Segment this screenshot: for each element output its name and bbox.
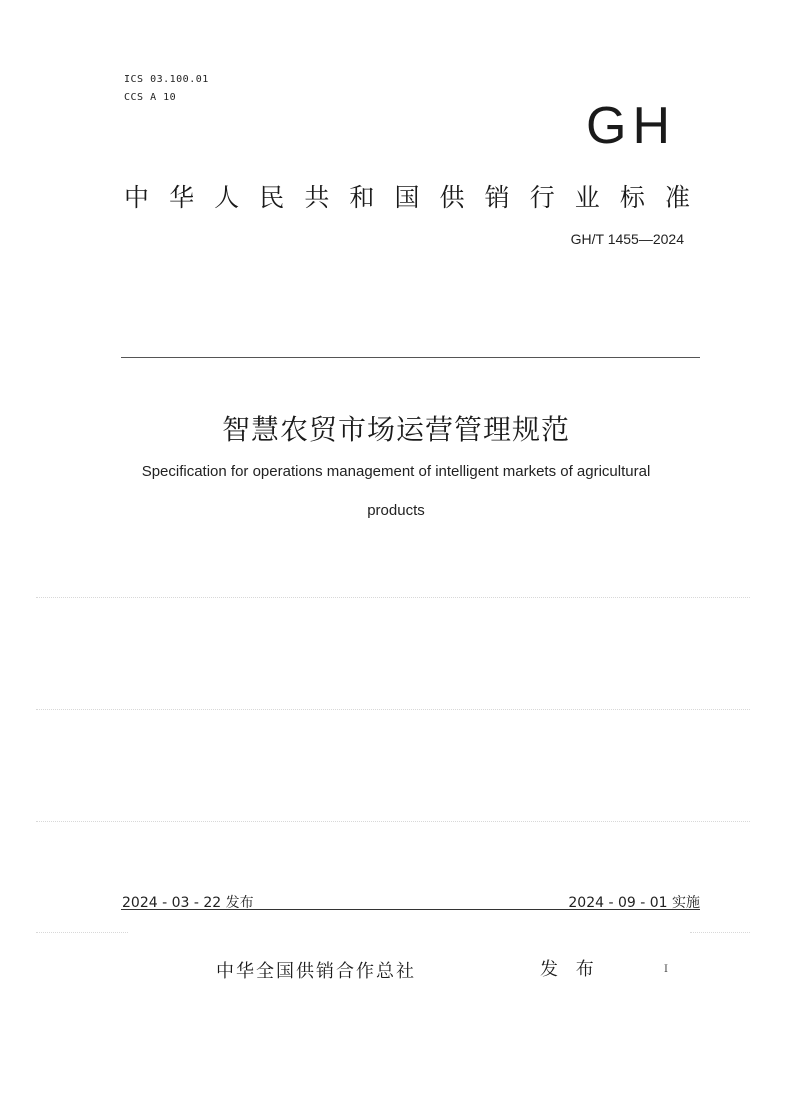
title-english-line2: products <box>367 502 425 519</box>
implementation-date: 2024 - 09 - 01 实施 <box>568 895 700 911</box>
date-divider <box>121 909 700 910</box>
dotted-guide <box>690 932 750 933</box>
org-char: 共 <box>304 183 330 212</box>
ics-code: ICS 03.100.01 <box>124 74 209 85</box>
dotted-guide <box>36 821 750 822</box>
dotted-guide <box>36 709 750 710</box>
org-char: 标 <box>619 183 645 212</box>
standard-number: GH/T 1455—2024 <box>570 231 684 247</box>
issue-date: 2024 - 03 - 22 发布 <box>122 895 254 911</box>
org-char: 华 <box>169 183 195 212</box>
organization-name <box>124 178 690 214</box>
gh-logo: GH <box>586 97 676 155</box>
dotted-guide <box>36 932 128 933</box>
org-char: 供 <box>439 183 465 212</box>
org-char: 销 <box>484 183 510 212</box>
org-char: 业 <box>574 183 600 212</box>
publish-label: 发 布 <box>540 959 600 980</box>
org-char: 准 <box>664 183 690 212</box>
header-divider <box>121 357 700 358</box>
org-char: 行 <box>529 183 555 212</box>
org-char: 人 <box>214 183 240 212</box>
org-char: 中 <box>124 183 150 212</box>
publisher-name: 中华全国供销合作总社 <box>216 961 416 982</box>
ccs-code: CCS A 10 <box>124 92 177 103</box>
org-char: 国 <box>394 183 420 212</box>
org-char: 和 <box>349 183 375 212</box>
title-chinese: 智慧农贸市场运营管理规范 <box>221 413 570 446</box>
title-english-line1: Specification for operations management of intelligent markets of agricultural <box>141 463 651 480</box>
org-char: 民 <box>259 183 285 212</box>
page-number: I <box>664 964 668 975</box>
dotted-guide <box>36 597 750 598</box>
